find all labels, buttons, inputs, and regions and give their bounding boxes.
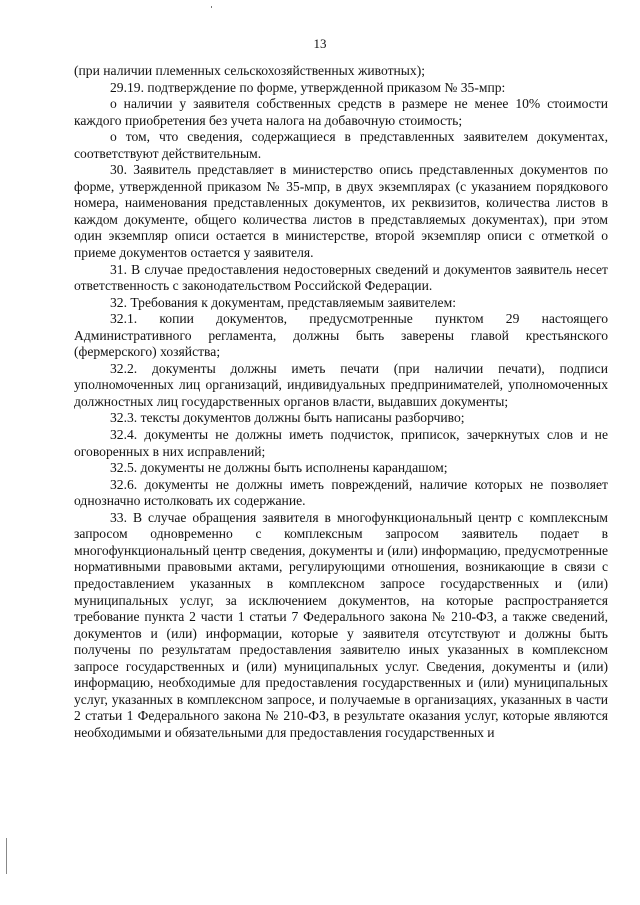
paragraph-31: 31. В случае предоставления недостоверных сведений и документов заявитель несет ответственность с законодательством Российской Федерации. <box>74 261 608 294</box>
paragraph-33: 33. В случае обращения заявителя в многофункциональный центр с комплексным запросом одновременно с комплексным запросом заявитель подает в многофункциональный центр сведения, документы и (или) информацию, предусмотренные нормативными правовыми актами, регулирующими отношения, возникающие в связи с предоставлением указанных в комплексном запросе государственных и (или) муниципальных услуг, за исключением документов, на которые распространяется требование пункта 2 части 1 статьи 7 Федерального закона № 210-ФЗ, а также сведений, документов и (или) информации, которые у заявителя отсутствуют и должны быть получены по результатам предоставления заявителю иных указанных в комплексном запросе государственных и (или) муниципальных услуг. Сведения, документы и (или) информацию, необходимые для предоставления государственных и (или) муниципальных услуг, указанных в комплексном запросе, и получаемые в организациях, указанных в части 2 статьи 1 Федерального закона № 210-ФЗ, в результате оказания услуг, которые являются необходимыми и обязательными для предоставления государственных и <box>74 509 608 740</box>
paragraph-32-4: 32.4. документы не должны иметь подчисток, приписок, зачеркнутых слов и не оговоренных в них исправлений; <box>74 427 608 459</box>
scan-artifact <box>211 6 212 8</box>
scan-margin-mark <box>6 838 7 874</box>
document-body <box>74 63 608 741</box>
paragraph-32-1: 32.1. копии документов, предусмотренные пунктом 29 настоящего Административного регламента, должны быть заверены главой крестьянского (фермерского) хозяйства; <box>74 311 608 360</box>
paragraph-29-19: 29.19. подтверждение по форме, утвержденной приказом № 35-мпр: <box>110 79 506 95</box>
paragraph-29-19-item-2: о том, что сведения, содержащиеся в представленных заявителем документах, соответствуют действительным. <box>74 129 608 161</box>
paragraph-32-2: 32.2. документы должны иметь печати (при наличии печати), подписи уполномоченных лиц организаций, индивидуальных предпринимателей, уполномоченных должностных лиц государственных органов власти, выдавших документы; <box>74 360 608 409</box>
paragraph-32-3: 32.3. тексты документов должны быть написаны разборчиво; <box>110 410 465 426</box>
paragraph-32: 32. Требования к документам, представляемым заявителем: <box>110 294 456 310</box>
paragraph-30: 30. Заявитель представляет в министерство опись представленных документов по форме, утвержденной приказом № 35-мпр, в двух экземплярах (с указанием порядкового номера, наименования представленных документов, их реквизитов, количества листов в каждом документе, общего количества листов в представляемых документах), при этом один экземпляр описи остается в министерстве, второй экземпляр описи с отметкой о приеме документов остается у заявителя. <box>74 162 608 261</box>
page-number: 13 <box>313 36 327 51</box>
paragraph-29-19-item-1: о наличии у заявителя собственных средств в размере не менее 10% стоимости каждого приобретения без учета налога на добавочную стоимость; <box>74 96 608 128</box>
paragraph-32-6: 32.6. документы не должны иметь повреждений, наличие которых не позволяет однозначно истолковать их содержание. <box>74 476 608 509</box>
paragraph-32-5: 32.5. документы не должны быть исполнены карандашом; <box>110 460 448 476</box>
paragraph-continuation: (при наличии племенных сельскохозяйственных животных); <box>74 63 426 78</box>
